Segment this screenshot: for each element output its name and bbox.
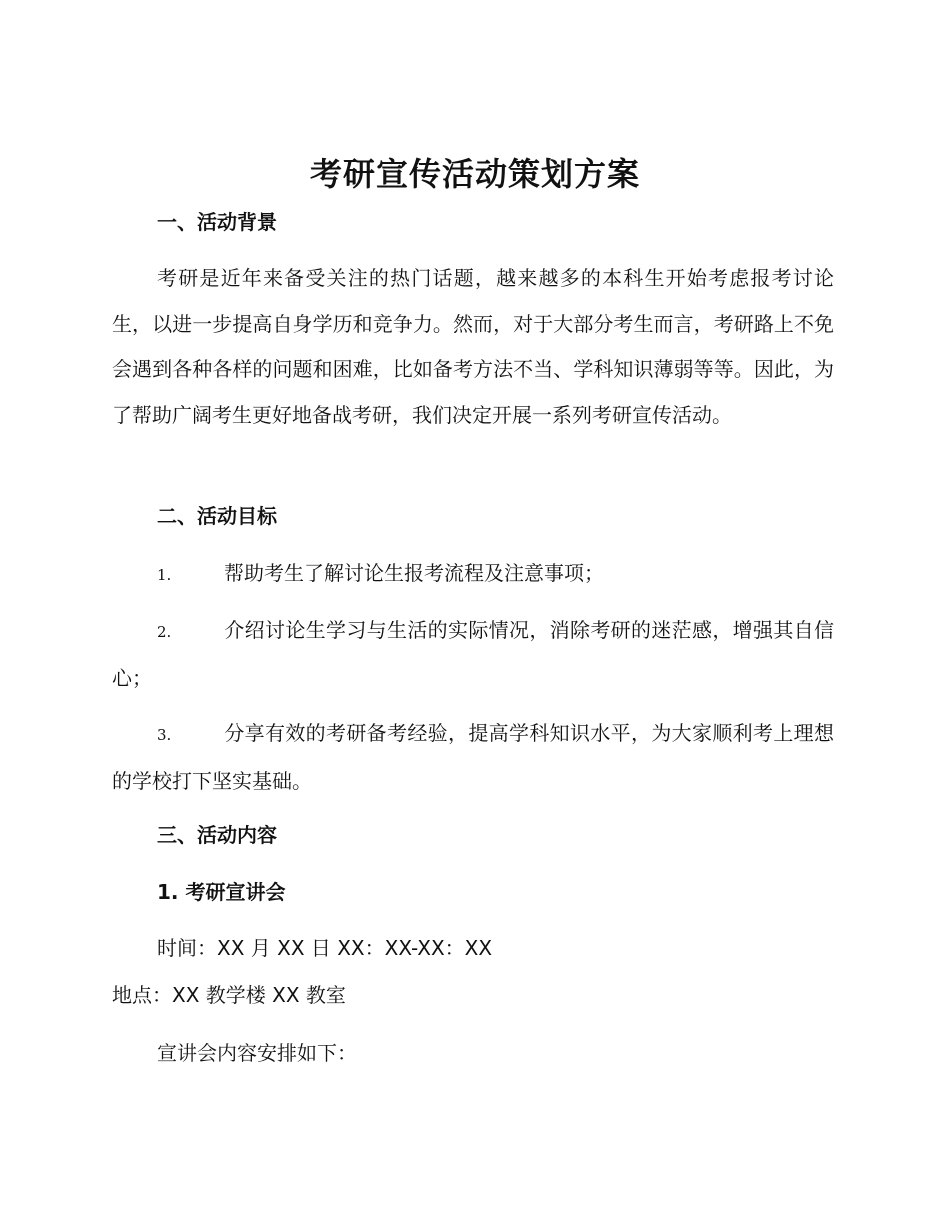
subheading-lecture: 1. 考研宣讲会 <box>157 880 286 904</box>
lecture-location: 地点：XX 教学楼 XX 教室 <box>112 983 346 1007</box>
lecture-arrangement: 宣讲会内容安排如下： <box>157 1041 357 1065</box>
goal-number: 1. <box>157 566 172 584</box>
goal-item-3 <box>112 711 834 804</box>
goal-number: 3. <box>157 726 172 744</box>
goal-item-1 <box>112 551 834 599</box>
goal-item-2 <box>112 608 834 701</box>
goals-heading-text: 二、活动目标 <box>157 504 277 528</box>
section-heading-background: 一、活动背景 <box>157 210 277 234</box>
section-heading-content: 三、活动内容 <box>157 823 277 847</box>
goal-text: 介绍讨论生学习与生活的实际情况，消除考研的迷茫感，增强其自信心； <box>112 618 834 690</box>
background-paragraph: 考研是近年来备受关注的热门话题，越来越多的本科生开始考虑报考讨论生，以进一步提高自身学历和竞争力。然而，对于大部分考生而言，考研路上不免会遇到各种各样的问题和困难，比如备考方法不当、学科知识薄弱等等。因此，为了帮助广阔考生更好地备战考研，我们决定开展一系列考研宣传活动。 <box>112 266 834 427</box>
goal-text: 分享有效的考研备考经验，提高学科知识水平，为大家顺利考上理想的学校打下坚实基础。 <box>112 721 834 793</box>
section-heading-goals <box>157 502 277 530</box>
document-title: 考研宣传活动策划方案 <box>309 155 640 193</box>
lecture-time: 时间：XX 月 XX 日 XX：XX-XX：XX <box>157 936 493 960</box>
goal-number: 2. <box>157 623 172 641</box>
goal-text: 帮助考生了解讨论生报考流程及注意事项； <box>224 561 604 585</box>
